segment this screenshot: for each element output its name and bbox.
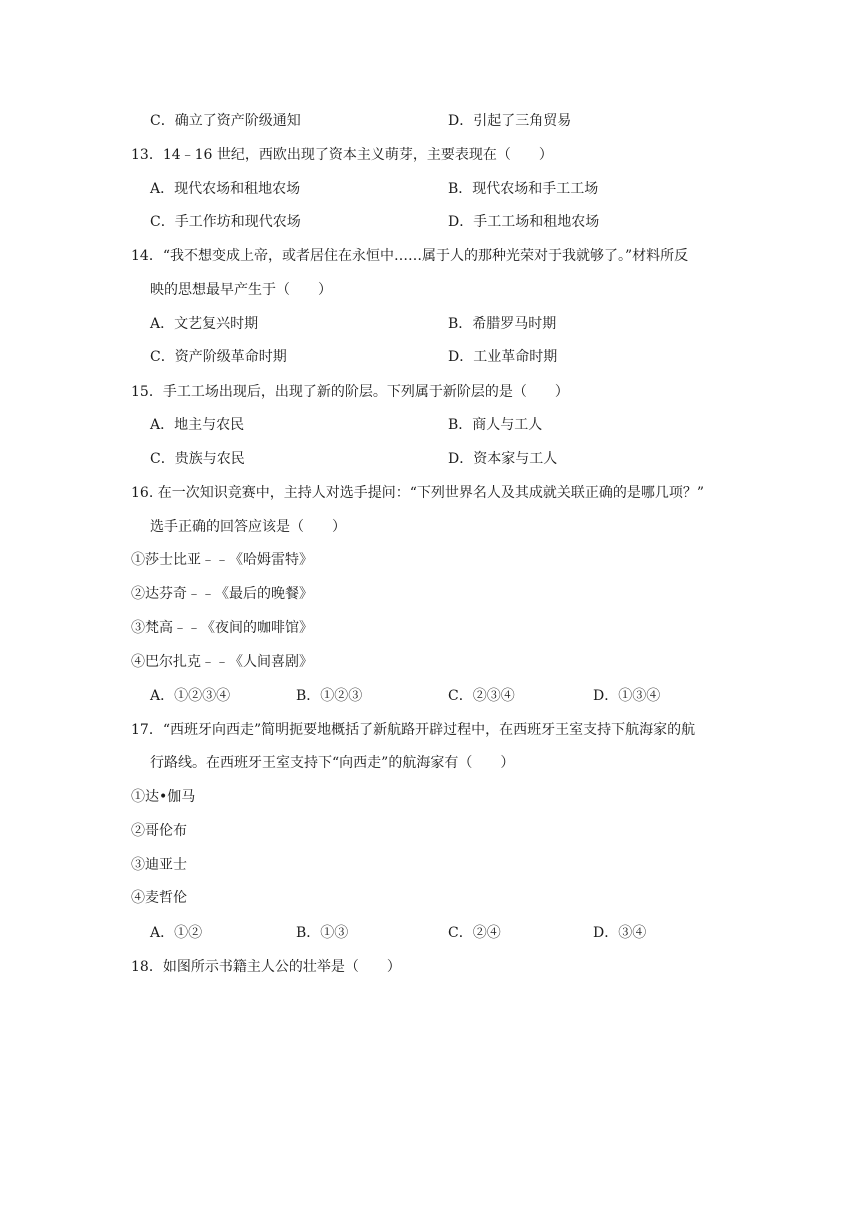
- q16-item-1: ①莎士比亚﹣﹣《哈姆雷特》: [131, 552, 313, 568]
- q15-option-b: B．商人与工人: [448, 417, 543, 433]
- q12-option-c: C．确立了资产阶级通知: [150, 113, 301, 129]
- q17-stem-line1: 17．“西班牙向西走”简明扼要地概括了新航路开辟过程中，在西班牙王室支持下航海家的航: [131, 722, 696, 738]
- q15-stem: 15．手工工场出现后，出现了新的阶层。下列属于新阶层的是（ ）: [131, 384, 569, 400]
- q17-option-a: A．①②: [150, 925, 203, 941]
- q14-stem-line1: 14．“我不想变成上帝，或者居住在永恒中……属于人的那种光荣对于我就够了。”材料所反: [131, 248, 689, 264]
- q17-item-2: ②哥伦布: [131, 823, 187, 839]
- q16-item-3: ③梵高﹣﹣《夜间的咖啡馆》: [131, 620, 313, 636]
- q13-option-a: A．现代农场和租地农场: [150, 181, 301, 197]
- q17-option-d: D．③④: [593, 925, 647, 941]
- q12-option-d: D．引起了三角贸易: [448, 113, 572, 129]
- q13-option-c: C．手工作坊和现代农场: [150, 214, 301, 230]
- q14-option-b: B．希腊罗马时期: [448, 316, 557, 332]
- q15-option-d: D．资本家与工人: [448, 451, 558, 467]
- q16-option-d: D．①③④: [593, 688, 661, 704]
- q17-item-1: ①达•伽马: [131, 789, 196, 805]
- q17-item-4: ④麦哲伦: [131, 890, 187, 906]
- q15-option-a: A．地主与农民: [150, 417, 245, 433]
- q14-option-d: D．工业革命时期: [448, 349, 558, 365]
- q16-option-a: A．①②③④: [150, 688, 231, 704]
- q17-option-c: C．②④: [448, 925, 501, 941]
- q16-option-c: C．②③④: [448, 688, 515, 704]
- q14-option-a: A．文艺复兴时期: [150, 316, 259, 332]
- q13-option-d: D．手工工场和租地农场: [448, 214, 600, 230]
- q18-stem: 18．如图所示书籍主人公的壮举是（ ）: [131, 959, 401, 975]
- q16-option-b: B．①②③: [296, 688, 363, 704]
- q17-stem-line2: 行路线。在西班牙王室支持下“向西走”的航海家有（ ）: [150, 755, 515, 771]
- q16-item-2: ②达芬奇﹣﹣《最后的晚餐》: [131, 586, 313, 602]
- q15-option-c: C．贵族与农民: [150, 451, 245, 467]
- q13-stem: 13．14﹣16 世纪，西欧出现了资本主义萌芽，主要表现在（ ）: [131, 147, 553, 163]
- q13-option-b: B．现代农场和手工工场: [448, 181, 599, 197]
- q14-option-c: C．资产阶级革命时期: [150, 349, 287, 365]
- q17-option-b: B．①③: [296, 925, 349, 941]
- q17-item-3: ③迪亚士: [131, 857, 187, 873]
- q16-stem-line2: 选手正确的回答应该是（ ）: [150, 519, 346, 535]
- q16-item-4: ④巴尔扎克﹣﹣《人间喜剧》: [131, 654, 313, 670]
- q16-stem-line1: 16. 在一次知识竞赛中，主持人对选手提问：“下列世界名人及其成就关联正确的是哪几项？”: [131, 485, 705, 501]
- q14-stem-line2: 映的思想最早产生于（ ）: [150, 282, 332, 298]
